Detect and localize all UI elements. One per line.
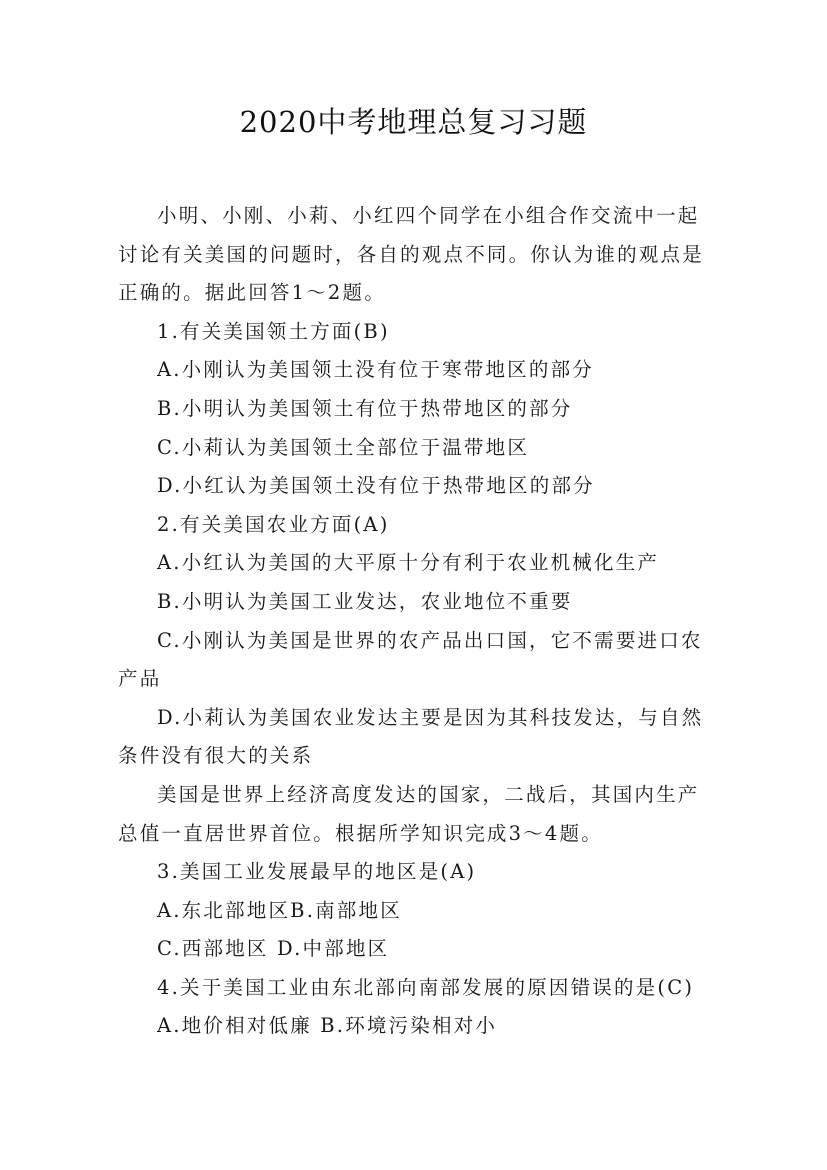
question-2-option-a: A.小红认为美国的大平原十分有利于农业机械化生产 bbox=[157, 551, 660, 575]
question-3-options-ab: A.东北部地区B.南部地区 bbox=[157, 898, 402, 922]
question-1-option-c: C.小莉认为美国领土全部位于温带地区 bbox=[157, 435, 530, 459]
document-body bbox=[118, 197, 710, 1046]
document-title: 2020中考地理总复习习题 bbox=[239, 105, 588, 139]
question-2-option-c: C.小刚认为美国是世界的农产品出口国，它不需要进口农产品 bbox=[118, 628, 703, 691]
paragraph-intro-3-4: 美国是世界上经济高度发达的国家，二战后，其国内生产总值一直居世界首位。根据所学知识完成3～4题。 bbox=[118, 782, 700, 845]
question-4: 4.关于美国工业由东北部向南部发展的原因错误的是(C) bbox=[157, 975, 695, 999]
question-2-option-d: D.小莉认为美国农业发达主要是因为其科技发达，与自然条件没有很大的关系 bbox=[118, 705, 704, 768]
question-4-options-ab: A.地价相对低廉 B.环境污染相对小 bbox=[157, 1014, 498, 1038]
question-2: 2.有关美国农业方面(A) bbox=[157, 512, 390, 536]
question-2-option-b: B.小明认为美国工业发达，农业地位不重要 bbox=[157, 589, 573, 613]
question-3: 3.美国工业发展最早的地区是(A) bbox=[157, 860, 477, 884]
question-1-option-d: D.小红认为美国领土没有位于热带地区的部分 bbox=[157, 474, 595, 498]
paragraph-intro-1-2: 小明、小刚、小莉、小红四个同学在小组合作交流中一起讨论有关美国的问题时，各自的观点不同。你认为谁的观点是正确的。据此回答1～2题。 bbox=[118, 204, 704, 305]
question-1: 1.有关美国领土方面(B) bbox=[157, 319, 390, 343]
question-1-option-b: B.小明认为美国领土有位于热带地区的部分 bbox=[157, 396, 573, 420]
question-3-options-cd: C.西部地区 D.中部地区 bbox=[157, 937, 390, 961]
question-1-option-a: A.小刚认为美国领土没有位于寒带地区的部分 bbox=[157, 358, 594, 382]
